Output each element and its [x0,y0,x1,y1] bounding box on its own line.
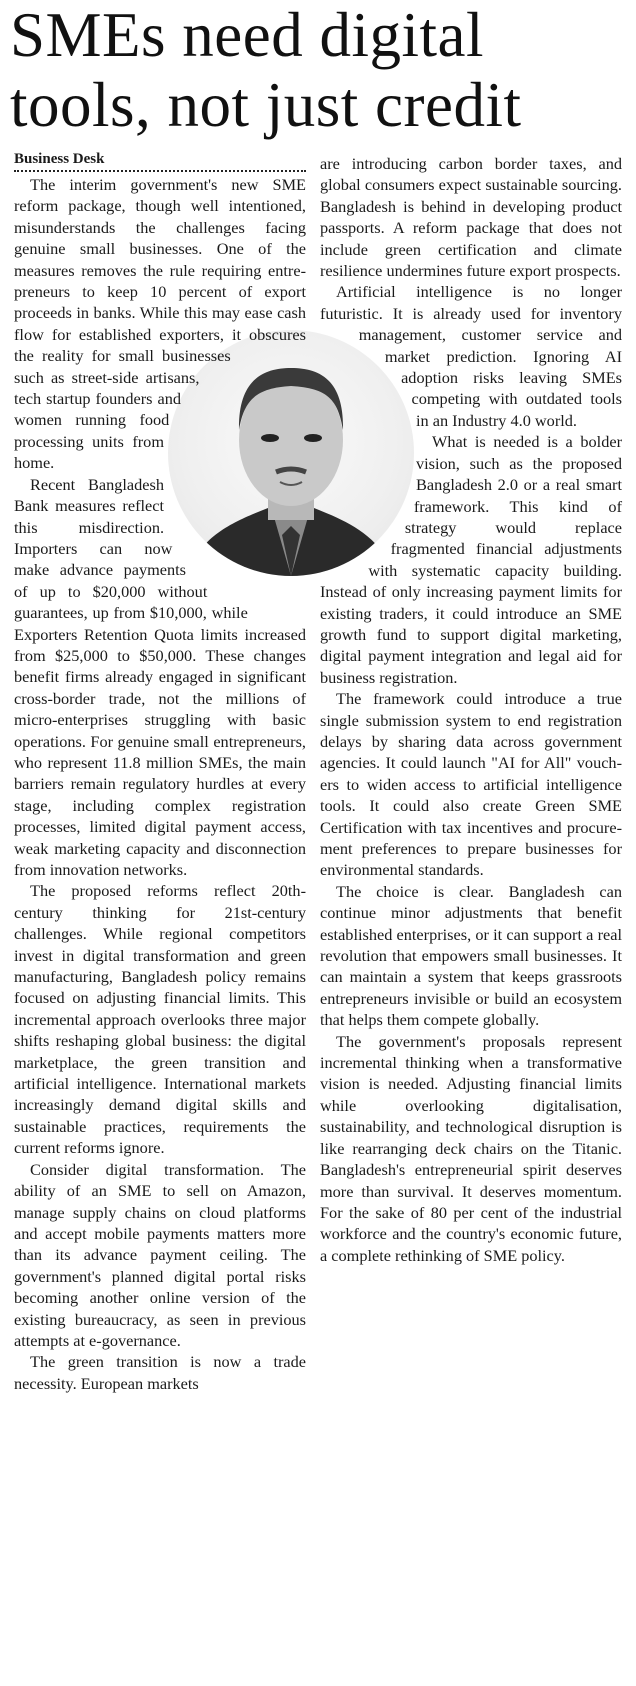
paragraph: Consider digital transformation. The ability of an SME to sell on Amazon, manage supply chains on cloud platforms and accept mobile payments matters more than its advance payment ceiling. The government's planned digital portal risks becoming another online version of the existing bureaucracy, as seen in previous attempts at e-governance. [14,1159,306,1350]
paragraph: The interim government's new SME reform package, though well intentioned, misunderstands the challenges facing genuine small businesses. One of the measures removes the rule requiring entrepreneurs to keep 10 percent of export proceeds in banks. While this may ease cash flow for established exporters, it obscures the reality for small businesses such as street-side artisans, tech startup founders and women running food processing units from home. [14,175,306,473]
paragraph: The proposed reforms reflect 20th-century thinking for 21st-century challenges. While regional competitors invest in digital transformation and green manufacturing, Bangladesh policy remains focused on adjusting financial limits. This incremental approach overlooks three major shifts reshaping global business: the digital marketplace, the green transition and artificial intelligence. International markets increasingly demand digital skills and sustainable practices, requirements the current reforms ignore. [14,881,306,1158]
paragraph: The framework could introduce a true single submission system to end registration delays by sharing data across government agencies. It could launch "AI for All" vouchers to widen access to artificial intelligence tools. It could also create Green SME Certification with tax incentives and procurement preferences to prepare businesses for environmental standards. [320,689,622,880]
article-column-left [14,150,306,1394]
article-column-right [320,153,622,1266]
paragraph: The government's proposals represent incremental thinking when a transformative vision is needed. Adjusting financial limits while overlooking digitalisation, sustainability, and technological disruption is like rearranging deck chairs on the Titanic. Bangladesh's entrepreneurial spirit deserves more than survival. It deserves momentum. For the sake of 80 per cent of the industrial workforce and the country's economic future, a complete rethinking of SME policy. [320,1031,622,1265]
paragraph-continuation: are introducing carbon border taxes, and global consumers expect sustainable sourcing. Bangladesh is behind in developing product passports. A reform package that does not include green certification and climate resilience undermines future export prospects. [320,154,622,281]
headline [10,0,630,140]
headline-line-2: tools, not just credit [10,70,522,140]
paragraph: Artificial intelligence is no longer futuristic. It is already used for inventory management, customer service and market prediction. Ignoring AI adoption risks leaving SMEs competing with outdated tools in an Industry 4.0 world. [320,282,622,430]
paragraph: Recent Bangladesh Bank measures reflect this misdirection. Importers can now make advance payments of up to $20,000 without guarantees, up from $10,000, while Exporters Retention Quota limits increased from $25,000 to $50,000. These changes benefit firms already engaged in significant cross-border trade, not the millions of micro-enterprises struggling with basic operations. For genuine small entrepreneurs, who represent 11.8 million SMEs, the main barriers remain regulatory hurdles at every stage, including complex registration processes, limited digital payment access, weak marketing capacity and disconnection from innovation networks. [14,474,306,879]
paragraph: The choice is clear. Bangladesh can continue minor adjustments that benefit established enterprises, or it can support a real revolution that empowers small businesses. It can maintain a system that keeps grassroots entrepreneurs invisible or build an ecosystem that helps them compete globally. [320,881,622,1030]
byline: Business Desk [14,150,306,172]
paragraph: The green transition is now a trade necessity. European markets [14,1352,306,1393]
headline-line-1: SMEs need digital [10,0,484,70]
paragraph: What is needed is a bolder vision, such as the proposed Bangladesh 2.0 or a real smart framework. This kind of strategy would replace fragmented financial adjustments with systematic capacity building. Instead of only increasing payment limits for existing traders, it could introduce an SME growth fund to support digital marketing, digital payment integration and legal aid for business registration. [320,432,622,687]
